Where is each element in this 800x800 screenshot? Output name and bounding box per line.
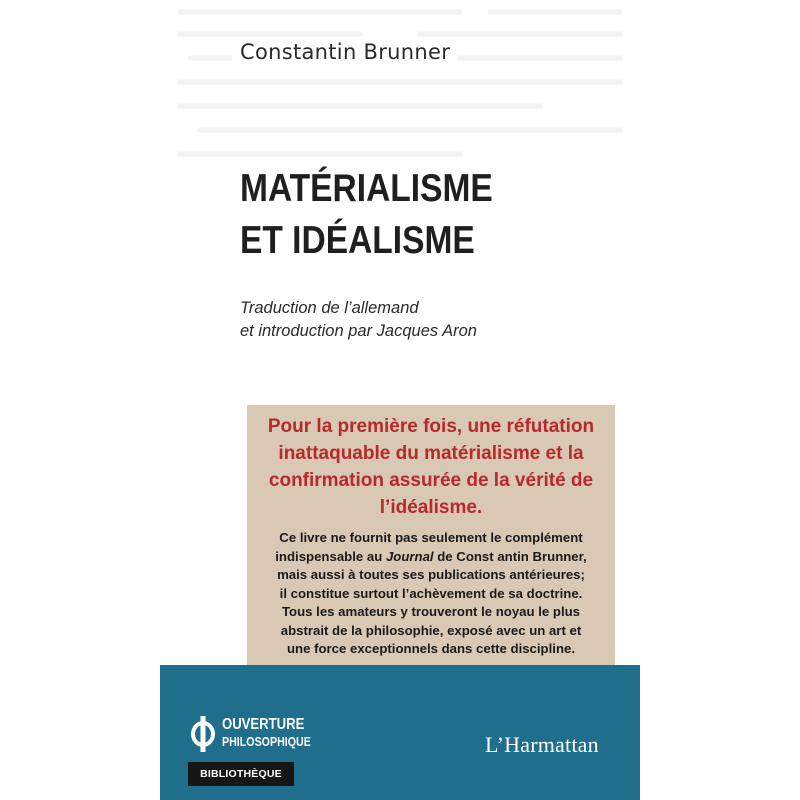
body-line: mais aussi à toutes ses publications antérieures; — [277, 567, 585, 582]
background-texture — [160, 0, 640, 180]
book-title — [240, 163, 493, 267]
author-name: Constantin Brunner — [240, 40, 451, 64]
blurb-headline — [247, 413, 615, 521]
phi-icon — [190, 715, 216, 753]
body-line: Ce livre ne fournit pas seulement le complément — [279, 530, 583, 545]
series-badge: BIBLIOTHÈQUE — [188, 762, 294, 786]
book-subtitle — [240, 297, 477, 343]
journal-italic: Journal — [385, 548, 434, 564]
body-line: il constitue surtout l’achèvement de sa doctrine. — [279, 585, 583, 601]
book-cover — [160, 0, 640, 800]
body-text-segment: indispensable au — [275, 548, 386, 564]
body-line: abstrait de la philosophie, exposé avec un art et — [280, 622, 582, 638]
headline-line: Pour la première fois, une réfutation — [267, 416, 595, 437]
title-line-1: MATÉRIALISME — [240, 167, 493, 210]
body-line: une force exceptionnels dans cette discipline. — [286, 641, 575, 656]
body-line — [247, 548, 615, 567]
blurb-panel — [247, 405, 615, 667]
headline-line: l’idéalisme. — [379, 497, 483, 518]
body-line: Tous les amateurs y trouveront le noyau le plus — [281, 604, 581, 619]
title-line-2: ET IDÉALISME — [240, 219, 475, 262]
collection-name — [222, 715, 311, 750]
blurb-body — [247, 529, 615, 659]
subtitle-line-2: et introduction par Jacques Aron — [240, 322, 477, 340]
collection-name-line-1: OUVERTURE — [222, 716, 305, 733]
publisher-name: L’Harmattan — [485, 732, 599, 757]
headline-line: confirmation assurée de la vérité de — [268, 470, 594, 491]
body-text-segment: de Const antin Brunner, — [433, 548, 587, 564]
collection-band — [160, 665, 640, 800]
subtitle-line-1: Traduction de l’allemand — [240, 299, 419, 317]
headline-line: inattaquable du matérialisme et la — [278, 443, 584, 464]
collection-name-line-2: PHILOSOPHIQUE — [222, 734, 311, 749]
publisher-logo — [485, 732, 625, 764]
